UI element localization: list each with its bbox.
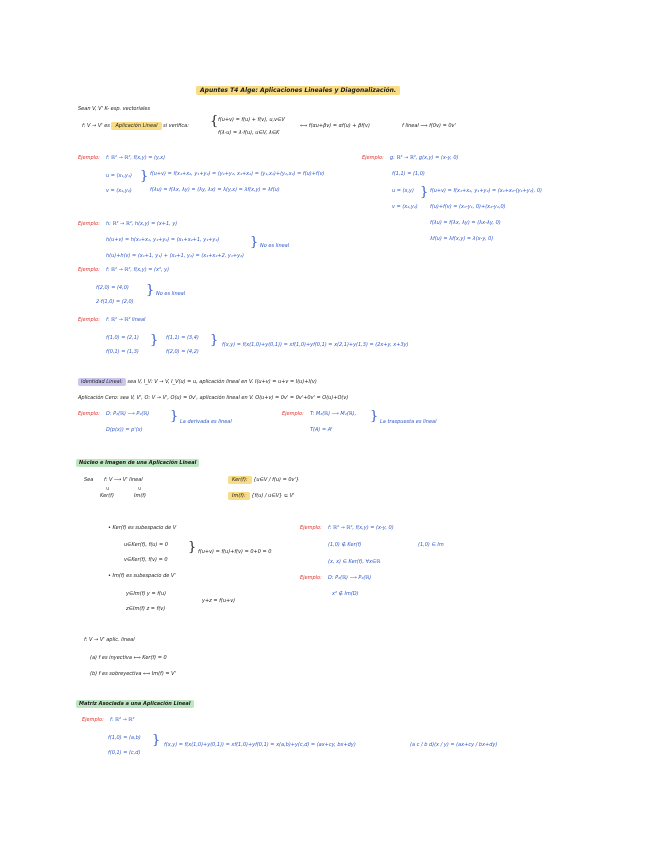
ej7-concl: La traspuesta es lineal: [380, 419, 437, 425]
ej5-brace-a: }: [150, 333, 159, 348]
matriz-matrix: (a c / b d)(x / y) = (ax+cy / bx+dy): [410, 742, 498, 748]
intro-sean: Sean V, V' K- esp. vectoriales: [78, 106, 151, 112]
intro-brace: {: [210, 114, 219, 129]
ej4-brace: }: [146, 283, 155, 298]
ej2-line4: λf(u) = λf(x,y) = λ(x-y, 0): [430, 236, 494, 242]
ej2-base: f(1,1) = (1,0): [392, 171, 425, 177]
ej4-head: f: ℝ² → ℝ², f(x,y) = (x², y): [106, 267, 170, 273]
ej4-line2: 2·f(1,0) = (2,0): [96, 299, 134, 305]
nucleo-im: Im(f): [134, 493, 147, 499]
ej2-label: Ejemplo:: [362, 155, 384, 161]
def-highlight: Aplicación Lineal: [111, 122, 161, 130]
ej5-b2: f(2,0) = (4,2): [166, 349, 199, 355]
bullet-ker: • Ker(f) es subespacio de V: [108, 525, 177, 531]
inj-a: (a) f es inyectiva ⟺ Ker(f) = 0: [90, 655, 167, 661]
ej5-b1: f(1,1) = (3,4): [166, 335, 199, 341]
ej7-label: Ejemplo:: [282, 411, 304, 417]
identidad-label: Identidad Lineal:: [78, 378, 126, 386]
matriz-heading: Matriz Asociada a una Aplicación Lineal: [76, 702, 194, 707]
ker-def: Ker(f): {u∈V / f(u) = 0v'}: [228, 478, 299, 483]
intro-equiv: ⟺ f(αu+βv) = αf(u) + βf(v): [300, 123, 370, 129]
ej9-line1: x² ∉ Im(D): [332, 591, 359, 597]
ej8-line1: (1,0) ∉ Ker(f): [328, 542, 362, 548]
bullet-ker-a: u∈Ker(f), f(u) = 0: [124, 542, 168, 548]
ej2-brace: }: [420, 185, 429, 200]
ej3-concl: No es lineal: [260, 243, 290, 249]
ej8-head: f: ℝ² → ℝ², f(x,y) = (x-y, 0): [328, 525, 394, 531]
nucleo-ker: Ker(f): [100, 493, 114, 499]
ej1-v: v = (x₂,y₂): [106, 188, 132, 194]
matriz-a1: f(1,0) = (a,b): [108, 735, 141, 741]
ej7-brace: }: [370, 409, 379, 424]
ej8-line2: (x, x) ∈ Ker(f), ∀x∈ℝ: [328, 559, 381, 565]
ej6-line2: D(p(x)) = p'(x): [106, 427, 143, 433]
ej1-brace: }: [140, 169, 149, 184]
ej7-line1: T: M₂(ℝ) ⟶ M₂(ℝ),: [310, 411, 357, 417]
ej8-label: Ejemplo:: [300, 525, 322, 531]
ej3-line1: h(u+v) = h(x₁+x₂, y₁+y₂) = (x₁+x₂+1, y₁+y₂): [106, 237, 220, 243]
ej6-line1: D: P₂(ℝ) ⟶ P₂(ℝ): [106, 411, 150, 417]
ej5-head: f: ℝ² → ℝ² lineal: [106, 317, 146, 323]
ej5-result: f(x,y) = f(x(1,0)+y(0,1)) = xf(1,0)+yf(0,1) = x(2,1)+y(1,3) = (2x+y, x+3y): [222, 342, 409, 348]
ej1-u: u = (x₁,y₁): [106, 173, 132, 179]
nucleo-subset-1: ∪: [106, 486, 110, 492]
nucleo-map: f: V ⟶ V' lineal: [104, 477, 143, 483]
nucleo-heading: Núcleo e Imagen de una Aplicación Lineal: [76, 461, 199, 466]
ej8-line1b: (1,0) ∈ Im: [418, 542, 444, 548]
ej2-line3: f(λu) = f(λx, λy) = (λx-λy, 0): [430, 220, 501, 226]
ej4-concl: No es lineal: [156, 291, 186, 297]
ej5-a1: f(1,0) = (2,1): [106, 335, 139, 341]
ej6-label: Ejemplo:: [78, 411, 100, 417]
ej7-line2: T(A) = Aᵗ: [310, 427, 333, 433]
ej6-concl: La derivada es lineal: [180, 419, 232, 425]
matriz-a2: f(0,1) = (c,d): [108, 750, 141, 756]
ej3-brace: }: [250, 235, 259, 250]
ej3-label: Ejemplo:: [78, 221, 100, 227]
ej6-brace: }: [170, 409, 179, 424]
bullet-ker-b: v∈Ker(f), f(v) = 0: [124, 557, 168, 563]
im-def: Im(f): {f(u) / u∈V} ⊆ V': [228, 494, 294, 499]
inj-b: (b) f es sobreyectiva ⟺ Im(f) = V': [90, 671, 176, 677]
ej5-label: Ejemplo:: [78, 317, 100, 323]
cero-label: Aplicación Cero:: [78, 395, 119, 401]
matriz-label: Ejemplo:: [82, 717, 104, 723]
ej9-label: Ejemplo:: [300, 575, 322, 581]
ej2-line2: f(u)+f(v) = (x₁-y₁, 0)+(x₂-y₂,0): [430, 204, 506, 210]
cero-line: Aplicación Cero: sea V, V', O: V → V', O(u) = 0v', aplicación lineal en V. O(u+v) = 0v' = 0v'+0v' = O(u)+O(v): [78, 395, 349, 401]
bullet-im: • Im(f) es subespacio de V': [108, 573, 176, 579]
identidad-line: Identidad Lineal: sea V, I_V: V → V, I_V(u) = u, aplicación lineal en V. I(u+v) = u+v = I(u)+I(v): [78, 380, 317, 385]
ej1-line1: f(u+v) = f(x₁+x₂, y₁+y₂) = (y₁+y₂, x₁+x₂) = (y₁,x₁)+(y₂,x₂) = f(u)+f(v): [150, 171, 325, 177]
ej2-line1: f(u+v) = f(x₁+x₂, y₁+y₂) = (x₁+x₂-(y₁+y₂), 0): [430, 188, 542, 194]
intro-cond1: f(u+v) = f(u) + f(v), u,v∈V: [218, 117, 285, 123]
matriz-brace: }: [152, 733, 161, 748]
intro-lineal-zero: f lineal ⟹ f(0v) = 0v': [402, 123, 456, 129]
ej2-head: g: ℝ² → ℝ², g(x,y) = (x-y, 0): [390, 155, 459, 161]
nucleo-subset-2: ∪: [138, 486, 142, 492]
bullet-ker-c: f(u+v) = f(u)+f(v) = 0+0 = 0: [198, 549, 272, 555]
intro-cond2: f(λ·u) = λ·f(u), u∈V, λ∈K: [218, 130, 280, 136]
ej5-brace-b: }: [210, 333, 219, 348]
nucleo-sea: Sea: [84, 477, 94, 483]
inj-head: f: V → V' aplic. lineal: [84, 637, 135, 643]
ej9-head: D: P₂(ℝ) ⟶ P₂(ℝ): [328, 575, 372, 581]
ej4-line1: f(2,0) = (4,0): [96, 285, 129, 291]
ej1-line2: f(λu) = f(λx, λy) = (λy, λx) = λ(y,x) = λf(x,y) = λf(u): [150, 187, 280, 193]
ej3-line2: h(u)+h(v) = (x₁+1, y₁) + (x₂+1, y₂) = (x₁+x₂+2, y₁+y₂): [106, 253, 245, 259]
page-title: Apuntes T4 Alge: Aplicaciones Lineales y Diagonalización.: [196, 88, 400, 94]
ej4-label: Ejemplo:: [78, 267, 100, 273]
ej1-label: Ejemplo:: [78, 155, 100, 161]
bullet-ker-brace: }: [188, 540, 197, 555]
ej2-u: u = (x,y): [392, 188, 414, 194]
bullet-im-a: y∈Im(f) y = f(u): [126, 591, 167, 597]
bullet-im-c: y+z = f(u+v): [202, 598, 236, 604]
ej3-head: h: ℝ² → ℝ², h(x,y) = (x+1, y): [106, 221, 178, 227]
bullet-im-b: z∈Im(f) z = f(v): [126, 606, 166, 612]
intro-definition: f: V → V' es Aplicación Lineal si verifica:: [82, 123, 189, 129]
ej1-head: f: ℝ² → ℝ², f(x,y) = (y,x): [106, 155, 166, 161]
matriz-head: f: ℝ² → ℝ²: [110, 717, 135, 723]
ej5-a2: f(0,1) = (1,3): [106, 349, 139, 355]
matriz-result: f(x,y) = f(x(1,0)+y(0,1)) = xf(1,0)+yf(0,1) = x(a,b)+y(c,d) = (ax+cy, bx+dy): [164, 742, 356, 748]
ej2-v: v = (x₂,y₂): [392, 204, 418, 210]
